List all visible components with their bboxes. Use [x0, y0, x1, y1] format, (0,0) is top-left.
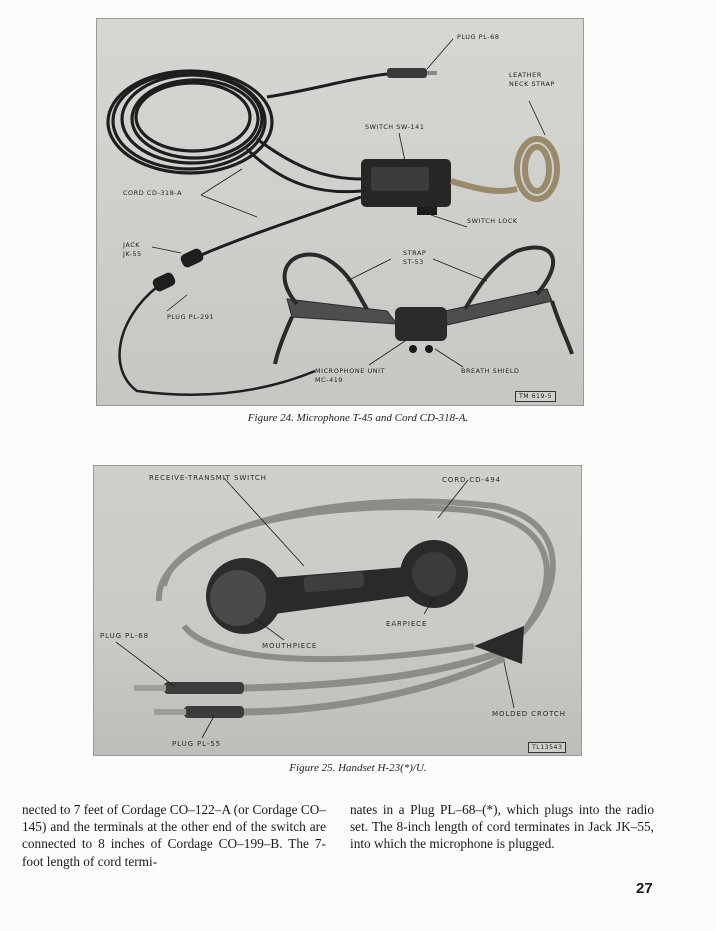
label-strap: STRAP	[403, 249, 427, 257]
label-plug-pl55: PLUG PL-55	[172, 740, 221, 748]
label-breath-shield: BREATH SHIELD	[461, 367, 520, 375]
figure-24-photo	[96, 18, 584, 406]
label-microphone-unit: MICROPHONE UNIT	[315, 367, 386, 375]
label-plug-pl68: PLUG PL-68	[457, 33, 500, 41]
page-number: 27	[636, 880, 653, 897]
label-plug-pl291: PLUG PL-291	[167, 313, 215, 321]
label-switch-lock: SWITCH LOCK	[467, 217, 518, 225]
figure-25-photo	[93, 465, 582, 756]
tl-number-box: TL13543	[528, 742, 566, 753]
label-leather-neck-strap-2: NECK STRAP	[509, 80, 555, 88]
label-earpiece: EARPIECE	[386, 620, 428, 628]
figure-24-caption: Figure 24. Microphone T-45 and Cord CD-318-A.	[247, 412, 469, 424]
body-text-right-column: nates in a Plug PL–68–(*), which plugs into the radio set. The 8-inch length of cord terminates in Jack JK–55, into which the microphone is plugged.	[350, 802, 654, 852]
label-microphone-unit-mc419: MC-419	[315, 376, 344, 384]
tm-number-box: TM 619-5	[515, 391, 556, 402]
label-receive-transmit-switch: RECEIVE-TRANSMIT SWITCH	[149, 474, 267, 482]
label-switch-sw141: SWITCH SW-141	[365, 123, 425, 131]
label-jack-jk55: JK-55	[123, 250, 142, 258]
label-molded-crotch: MOLDED CROTCH	[492, 710, 566, 718]
label-cord-cd318a: CORD CD-318-A	[123, 189, 183, 197]
label-plug-pl68-handset: PLUG PL-68	[100, 632, 149, 640]
label-jack: JACK	[123, 241, 141, 249]
label-strap-st53: ST-53	[403, 258, 424, 266]
body-text-left-column: nected to 7 feet of Cordage CO–122–A (or Cordage CO–145) and the terminals at the other end of the switch are connected to 8 inches of Cordage CO–199–B. The 7-foot length of cord termi-	[22, 802, 326, 869]
figure-25-caption: Figure 25. Handset H-23(*)/U.	[289, 762, 427, 774]
label-leather-neck-strap: LEATHER	[509, 71, 542, 79]
label-cord-cd494: CORD CD-494	[442, 476, 501, 484]
label-mouthpiece: MOUTHPIECE	[262, 642, 318, 650]
